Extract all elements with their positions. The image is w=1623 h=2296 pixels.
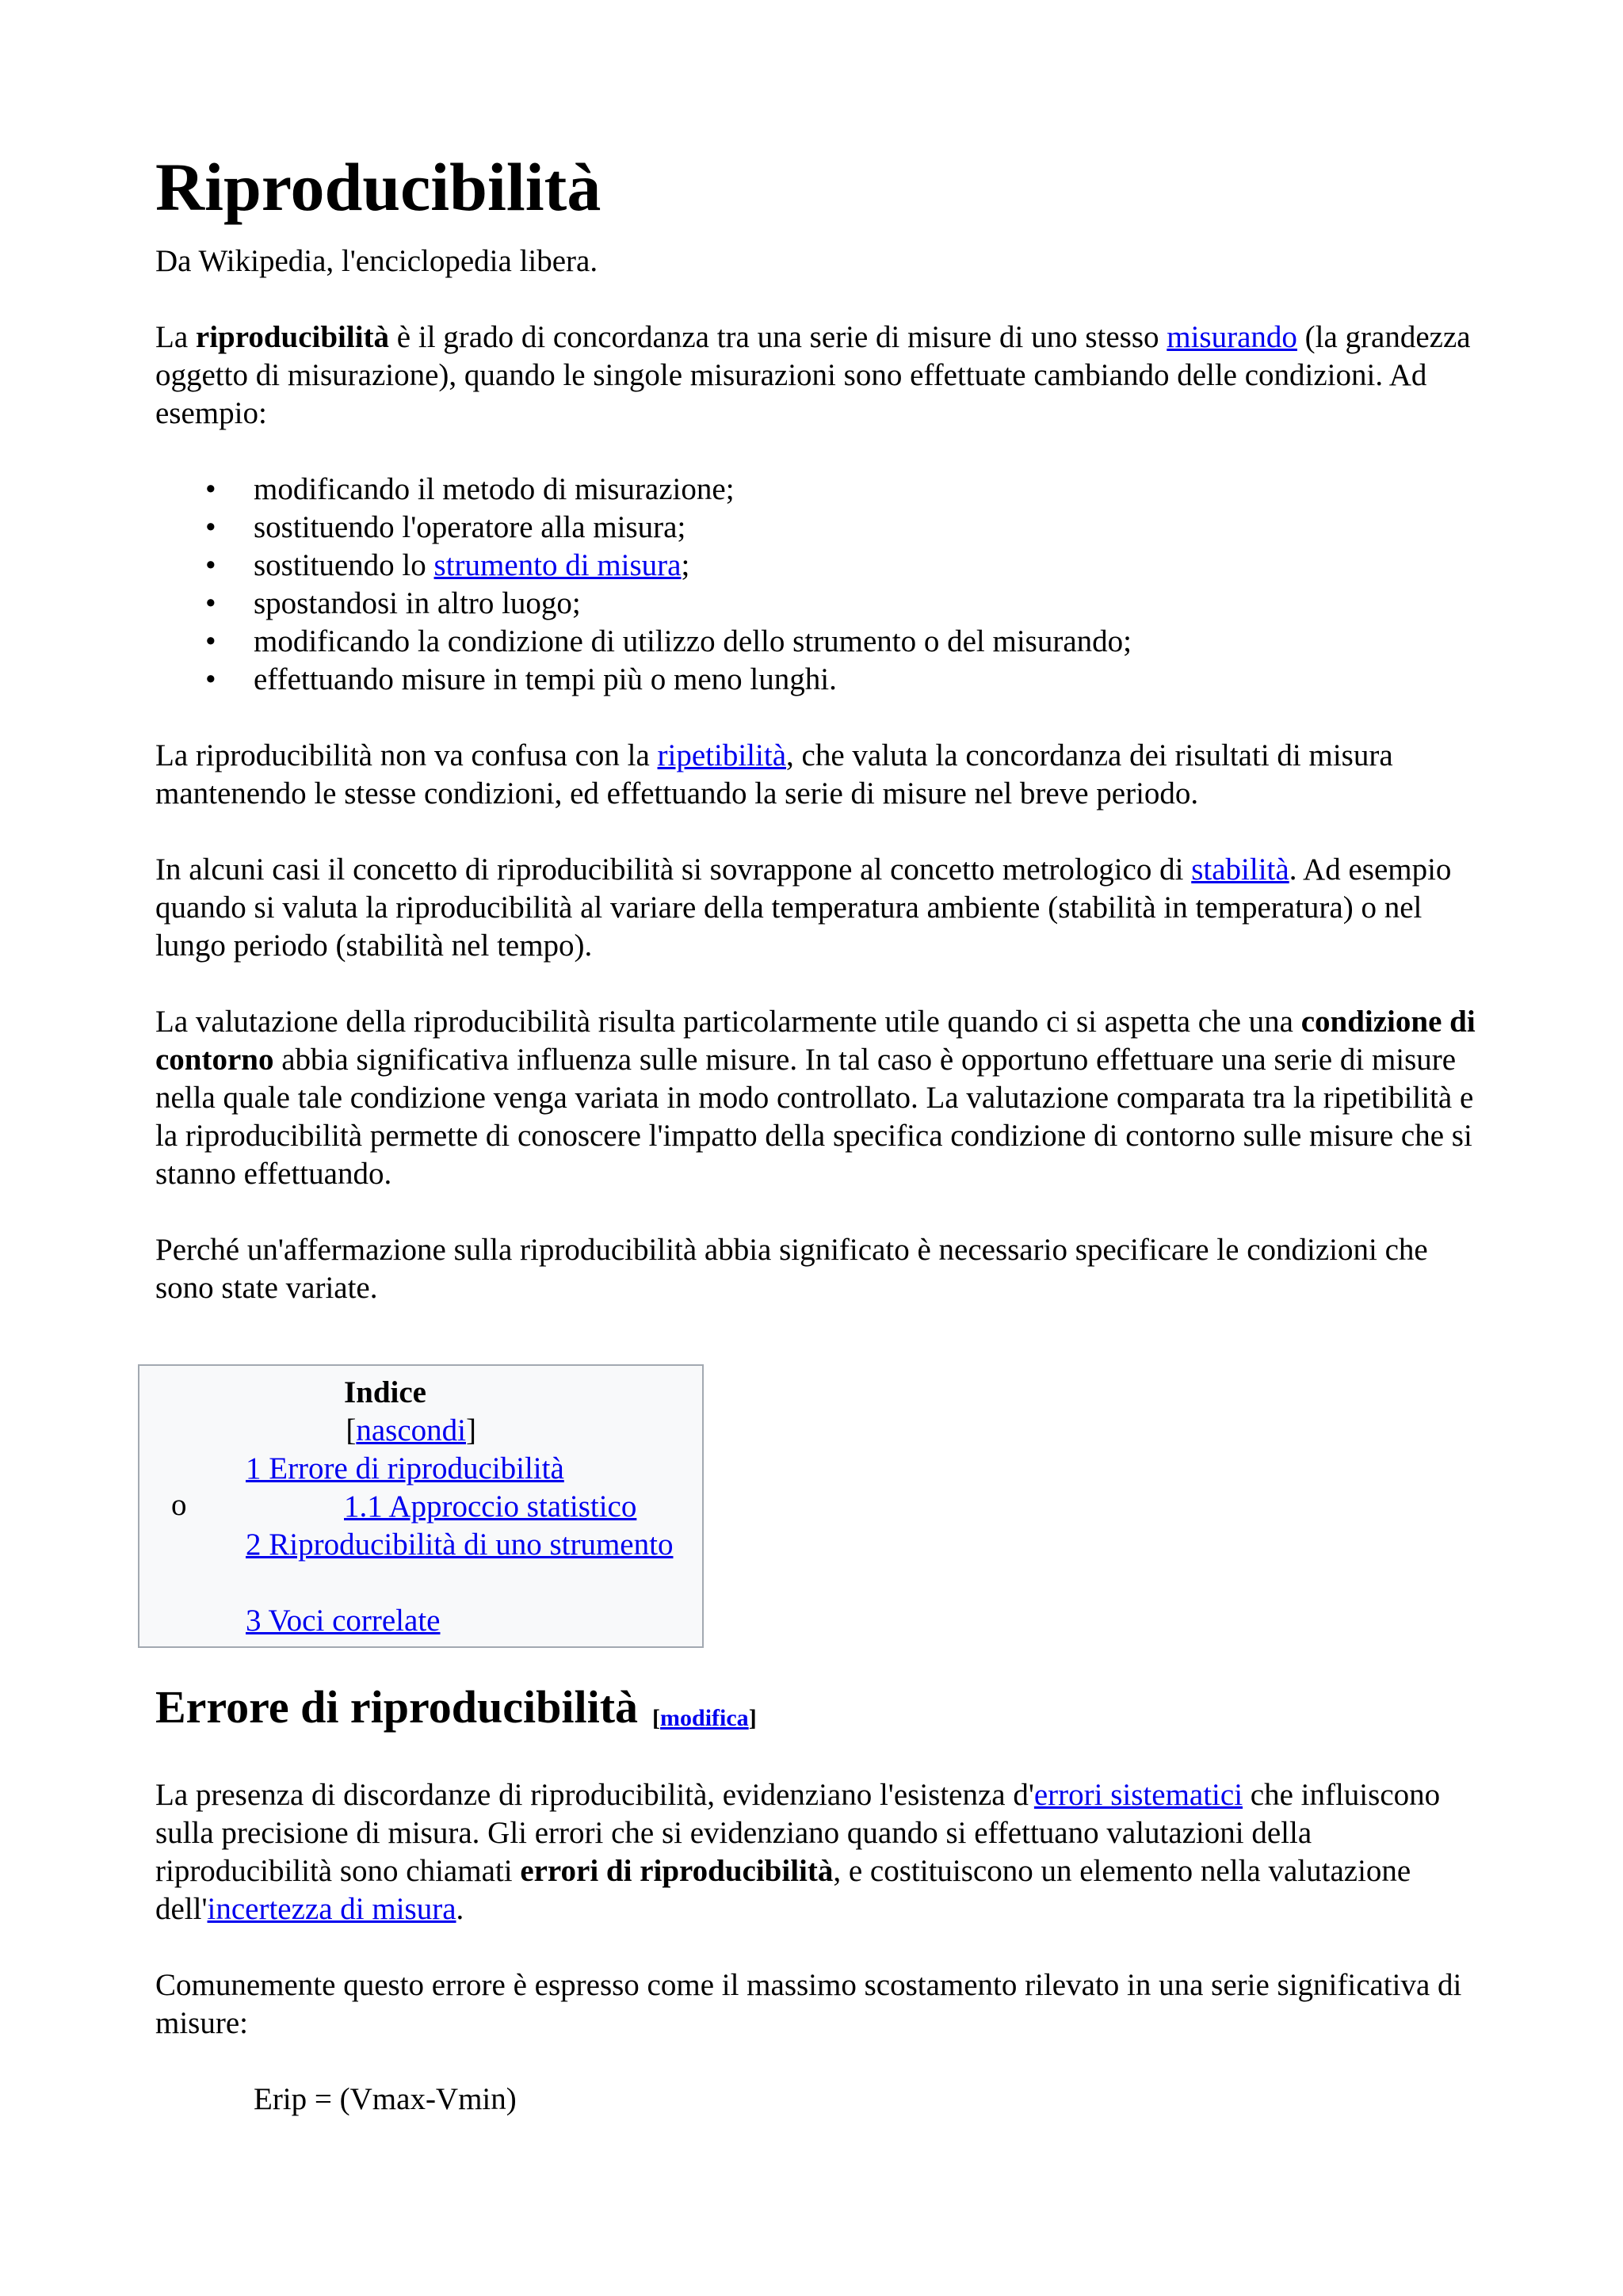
paragraph-ripetibilita: La riproducibilità non va confusa con la ripetibilità, che valuta la concordanza dei risultati di misura mantenendo le stesse condizioni, ed effettuando la serie di misure nel breve periodo. xyxy=(155,738,1393,810)
list-item: • spostandosi in altro luogo; xyxy=(155,585,1487,623)
paragraph-scostamento: Comunemente questo errore è espresso come il massimo scostamento rilevato in una serie significativa di misure: xyxy=(155,1968,1462,2040)
page-title: Riproducibilità xyxy=(155,149,601,225)
toc-sublist-marker: o xyxy=(171,1488,187,1522)
conditions-list xyxy=(155,471,1487,699)
table-of-contents xyxy=(138,1364,704,1648)
article xyxy=(155,0,1487,2116)
link-ripetibilita[interactable]: ripetibilità xyxy=(657,738,787,772)
formula: Erip = (Vmax-Vmin) xyxy=(254,2082,517,2116)
bullet-icon: • xyxy=(205,586,216,620)
edit-section-link[interactable]: modifica xyxy=(660,1705,749,1731)
paragraph-discordanze: La presenza di discordanze di riproducibilità, evidenziano l'esistenza d'errori sistematici che influiscono sulla precisione di misura. Gli errori che si evidenziano quando si effettuano valutazioni della riproducibilità sono chiamati errori di riproducibilità, e costituiscono un elemento nella valutazione dell'incertezza di misura. xyxy=(155,1778,1441,1926)
toc-toggle: [nascondi] xyxy=(346,1413,476,1447)
paragraph-stabilita: In alcuni casi il concetto di riproducibilità si sovrappone al concetto metrologico di stabilità. Ad esempio quando si valuta la riproducibilità al variare della temperatura ambiente (stabilità in temperatura) o nel lungo periodo (stabilità nel tempo). xyxy=(155,852,1452,963)
link-strumento-di-misura[interactable]: strumento di misura xyxy=(433,548,682,582)
intro-paragraph: La riproducibilità è il grado di concordanza tra una serie di misure di uno stesso misurando (la grandezza oggetto di misurazione), quando le singole misurazioni sono effettuate cambiando delle condizioni. Ad esempio: xyxy=(155,320,1471,430)
toc-item-voci-correlate[interactable]: 3 Voci correlate xyxy=(246,1604,441,1638)
toc-item-approccio[interactable]: 1.1 Approccio statistico xyxy=(344,1489,637,1524)
bullet-icon: • xyxy=(205,662,216,696)
edit-section: [modifica] xyxy=(652,1705,757,1731)
bullet-icon: • xyxy=(205,510,216,544)
link-errori-sistematici[interactable]: errori sistematici xyxy=(1033,1778,1243,1812)
section-heading-errore: Errore di riproducibilità [modifica] xyxy=(155,1681,757,1733)
bullet-icon: • xyxy=(205,548,216,582)
term-errori-di-riproducibilita: errori di riproducibilità xyxy=(520,1854,834,1888)
term-condizione-di-contorno: condizione di contorno xyxy=(155,1005,1476,1077)
bullet-icon: • xyxy=(205,624,216,658)
link-misurando[interactable]: misurando xyxy=(1167,320,1297,354)
toc-item-errore[interactable]: 1 Errore di riproducibilità xyxy=(246,1451,564,1486)
link-stabilita[interactable]: stabilità xyxy=(1191,852,1289,887)
toc-hide-link[interactable]: nascondi xyxy=(356,1413,466,1447)
list-item: • modificando la condizione di utilizzo dello strumento o del misurando; xyxy=(155,623,1487,661)
term-riproducibilita: riproducibilità xyxy=(195,320,390,354)
site-tagline: Da Wikipedia, l'enciclopedia libera. xyxy=(155,244,598,278)
list-item: • sostituendo lo strumento di misura; xyxy=(155,547,1487,585)
bullet-icon: • xyxy=(205,472,216,506)
list-item: • modificando il metodo di misurazione; xyxy=(155,471,1487,509)
toc-item-strumento[interactable]: 2 Riproducibilità di uno strumento xyxy=(246,1527,674,1562)
paragraph-significato: Perché un'affermazione sulla riproducibilità abbia significato è necessario specificare le condizioni che sono state variate. xyxy=(155,1233,1428,1305)
list-item: • sostituendo l'operatore alla misura; xyxy=(155,509,1487,547)
paragraph-condizione-contorno: La valutazione della riproducibilità risulta particolarmente utile quando ci si aspetta che una condizione di contorno abbia significativa influenza sulle misure. In tal caso è opportuno effettuare una serie di misure nella quale tale condizione venga variata in modo controllato. La valutazione comparata tra la ripetibilità e la riproducibilità permette di conoscere l'impatto della specifica condizione di contorno sulle misure che si stanno effettuando. xyxy=(155,1005,1476,1191)
toc-title: Indice xyxy=(343,1375,426,1409)
section-errore-body xyxy=(155,1776,1487,2119)
list-item: • effettuando misure in tempi più o meno lunghi. xyxy=(155,661,1487,699)
link-incertezza-di-misura[interactable]: incertezza di misura xyxy=(207,1892,456,1926)
